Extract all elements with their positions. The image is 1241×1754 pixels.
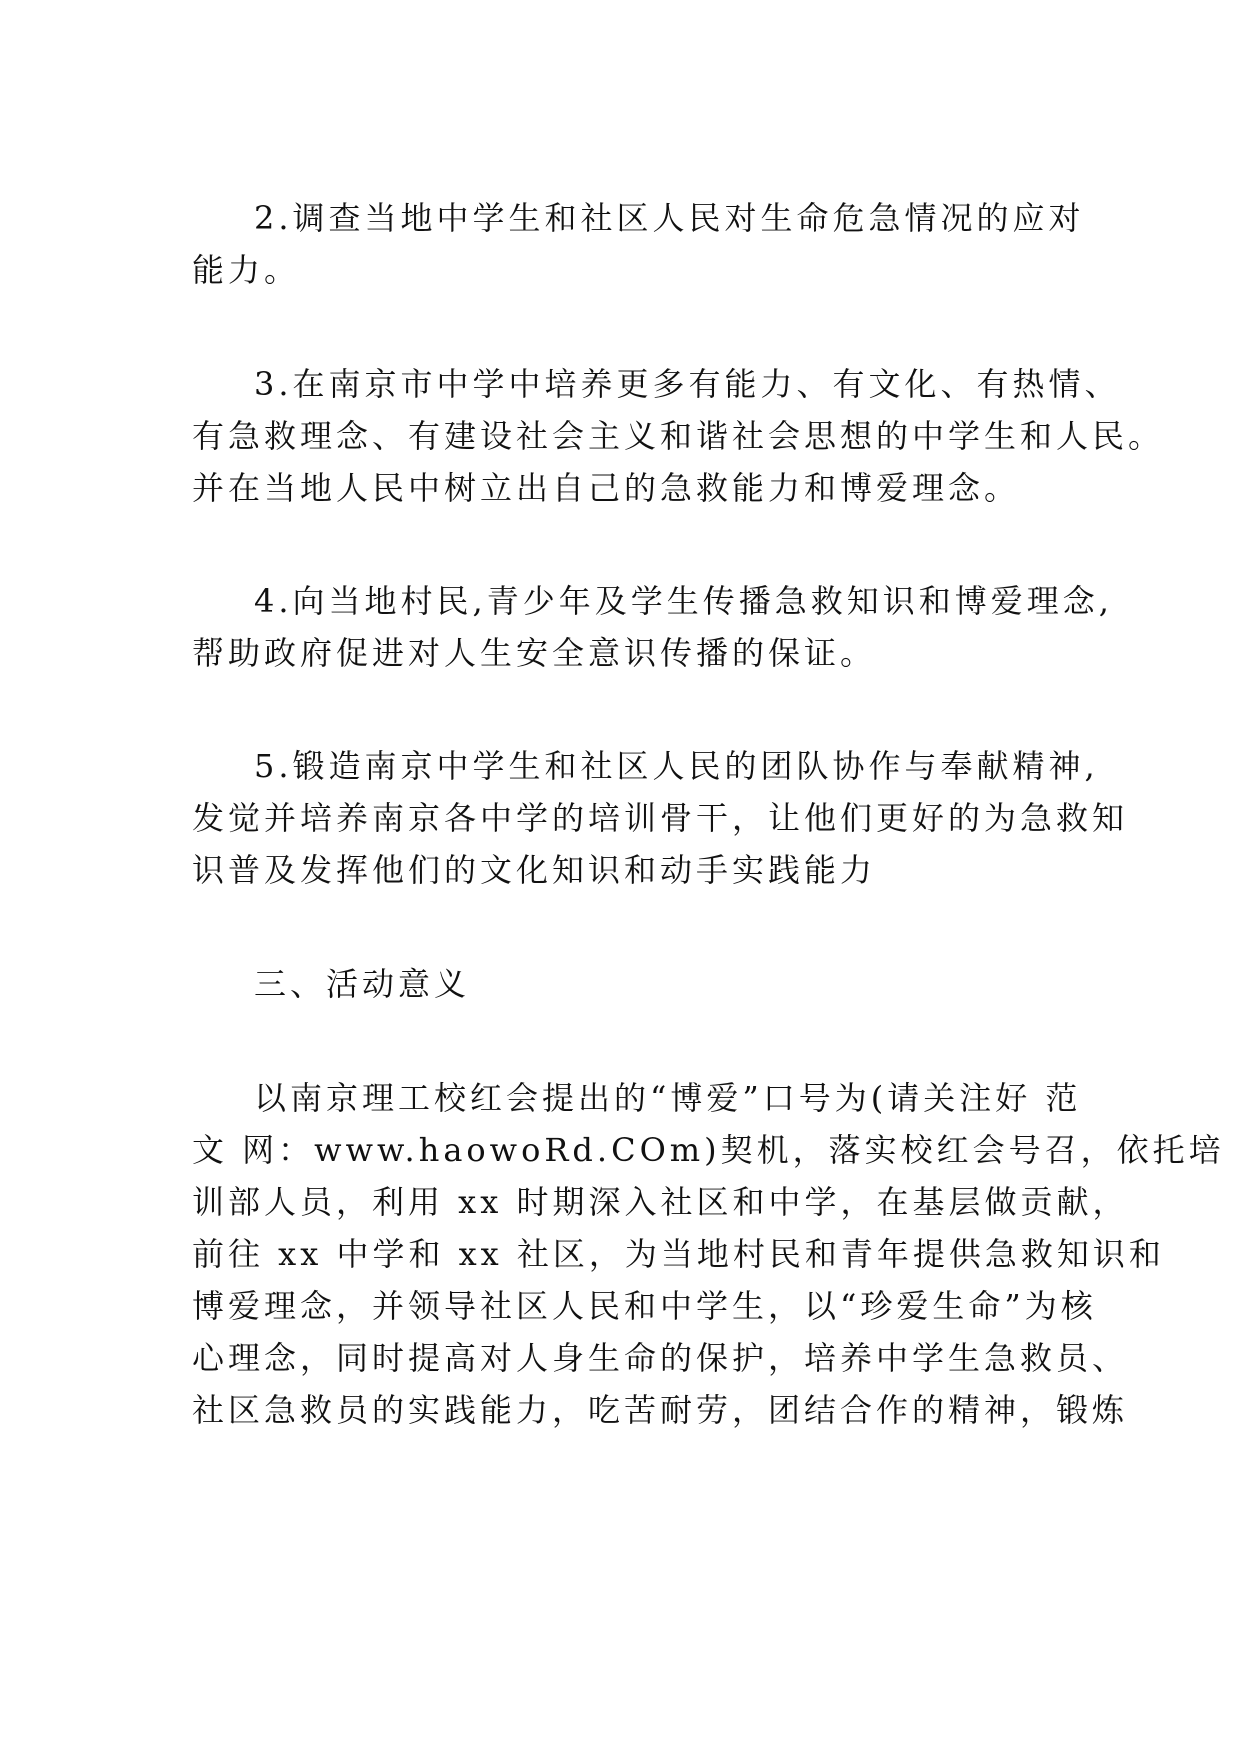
significance-line-5: 博爱理念，并领导社区人民和中学生，以“珍爱生命”为核 [192, 1287, 1097, 1325]
significance-line-1: 以南京理工校红会提出的“博爱”口号为(请关注好 范 [254, 1079, 1082, 1117]
paragraph-3-line-1: 3.在南京市中学中培养更多有能力、有文化、有热情、 [254, 365, 1121, 403]
paragraph-5-line-1: 5.锻造南京中学生和社区人民的团队协作与奉献精神, [254, 747, 1099, 785]
significance-line-2: 文 网：www.haowoRd.COm)契机，落实校红会号召，依托培 [192, 1131, 1225, 1169]
significance-line-6: 心理念，同时提高对人身生命的保护，培养中学生急救员、 [192, 1339, 1129, 1377]
paragraph-3-line-3: 并在当地人民中树立出自己的急救能力和博爱理念。 [192, 469, 1021, 507]
paragraph-5-line-3: 识普及发挥他们的文化知识和动手实践能力 [192, 851, 877, 889]
paragraph-2-line-2: 能力。 [192, 251, 301, 289]
paragraph-5-line-2: 发觉并培养南京各中学的培训骨干，让他们更好的为急救知 [192, 799, 1129, 837]
paragraph-4-line-2: 帮助政府促进对人生安全意识传播的保证。 [192, 634, 877, 672]
significance-line-7: 社区急救员的实践能力，吃苦耐劳，团结合作的精神，锻炼 [192, 1391, 1129, 1429]
section-heading: 三、活动意义 [254, 965, 471, 1003]
significance-line-4: 前往 xx 中学和 xx 社区，为当地村民和青年提供急救知识和 [192, 1235, 1165, 1273]
significance-line-3: 训部人员，利用 xx 时期深入社区和中学，在基层做贡献， [192, 1183, 1129, 1221]
paragraph-3-line-2: 有急救理念、有建设社会主义和谐社会思想的中学生和人民。 [192, 417, 1165, 455]
paragraph-4-line-1: 4.向当地村民,青少年及学生传播急救知识和博爱理念, [254, 582, 1113, 620]
paragraph-2-line-1: 2.调查当地中学生和社区人民对生命危急情况的应对 [254, 199, 1085, 237]
